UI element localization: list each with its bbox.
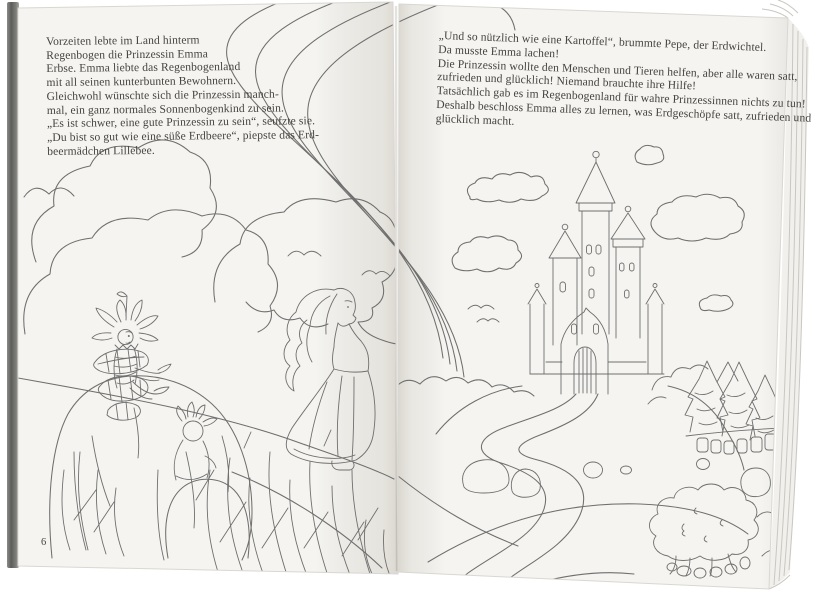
story-text-left: Vorzeiten lebte im Land hinterm Regenbogen die Prinzessin Emma Erbse. Emma liebte das Regenbogenland mit all seinen kunterbunten Bewohnern. Gleichwohl wünschte sich die Prinzessin manch- mal, ein ganz normales Sonnenbogenkind zu sein. „Es ist schwer, eine gute Prinzessin zu sein“, seufzte sie. „Du bist so gut wie eine süße Erdbeere“, piepste das Erd- beermädchen Lillebee. xyxy=(46,33,320,158)
story-text-right: „Und so nützlich wie eine Kartoffel“, brummte Pepe, der Erdwichtel. Da musste Emma lachen! Die Prinzessin wollte den Menschen und Tieren helfen, aber alle waren satt, zufrieden und glücklich! Niemand brauchte ihre Hilfe! Tatsächlich gab es im Regenbogenland für wahre Prinzessinnen nichts zu tun! Deshalb beschloss Emma alles zu lernen, was Erdgeschöpfe satt, zufrieden und glücklich macht. xyxy=(435,29,812,128)
page-number: 6 xyxy=(41,537,47,548)
book-spine xyxy=(7,2,19,568)
